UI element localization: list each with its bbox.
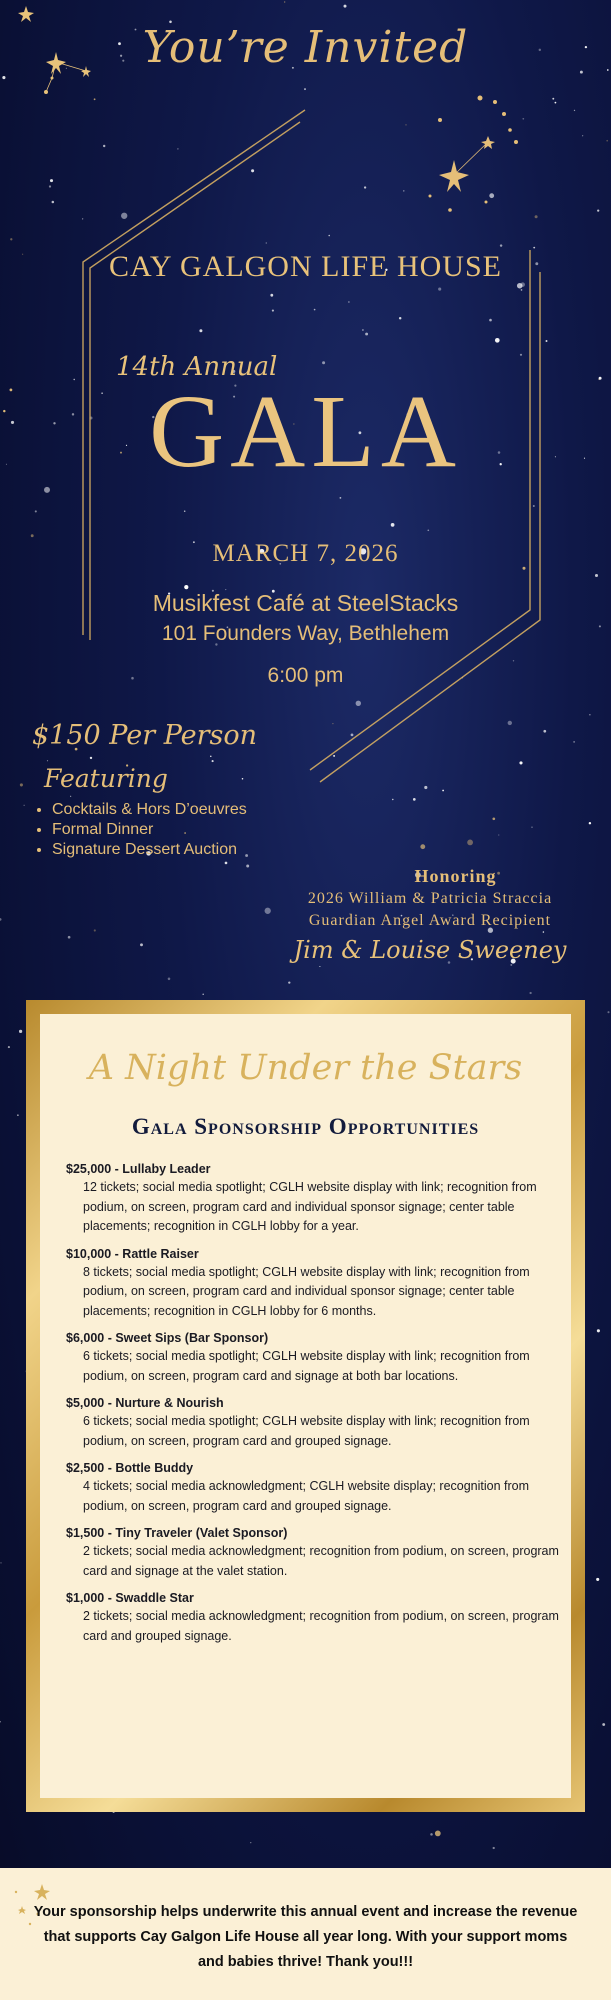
- sponsorship-heading: Gala Sponsorship Opportunities: [131, 1114, 480, 1139]
- card-tagline: A Night Under the Stars: [88, 1048, 523, 1088]
- sponsorship-card-inner: [40, 1014, 571, 1798]
- tier-nurture-nourish: [66, 1394, 566, 1451]
- tier-description: 2 tickets; social media acknowledgment; recognition from podium, on screen, program card and grouped signage.: [83, 1609, 559, 1643]
- event-title: GALA: [149, 374, 462, 489]
- tier-lullaby-leader: [66, 1160, 566, 1237]
- feature-list: [30, 800, 247, 860]
- tier-title: $6,000 - Sweet Sips (Bar Sponsor): [66, 1331, 269, 1345]
- list-item: • Signature Dessert Auction: [52, 840, 247, 860]
- tier-swaddle-star: [66, 1589, 566, 1646]
- event-date: MARCH 7, 2026: [212, 540, 399, 567]
- footer-message: Your sponsorship helps underwrite this annual event and increase the revenue that supports Cay Galgon Life House all year long. With your support moms and babies thrive! Thank you!!!: [33, 1904, 578, 1970]
- event-venue: Musikfest Café at SteelStacks: [152, 590, 459, 616]
- ticket-price: $150 Per Person: [32, 720, 258, 751]
- sponsorship-tier-list: [66, 1160, 566, 1654]
- list-item: • Formal Dinner: [52, 820, 247, 840]
- tier-description: 12 tickets; social media spotlight; CGLH website display with link; recognition from podium, on screen, program card and individual sponsor signage; center table placements; recognition in CGLH lobby for a year.: [83, 1180, 537, 1233]
- tier-tiny-traveler: [66, 1524, 566, 1581]
- invited-headline: You’re Invited: [142, 22, 469, 73]
- tier-description: 6 tickets; social media spotlight; CGLH website display with link; recognition from podium, on screen, program card and signage at both bar locations.: [83, 1349, 530, 1383]
- award-name: 2026 William & Patricia Straccia: [307, 890, 553, 907]
- event-time: 6:00 pm: [267, 664, 344, 687]
- tier-title: $2,500 - Bottle Buddy: [66, 1461, 194, 1475]
- crescent-moon-icon: [420, 80, 610, 230]
- tier-title: $10,000 - Rattle Raiser: [66, 1246, 199, 1261]
- tier-description: 8 tickets; social media spotlight; CGLH website display with link; recognition from podium, on screen, program card and individual sponsor signage; center table placements; recognition in CGLH lobby for 6 months.: [83, 1264, 530, 1318]
- list-item: • Cocktails & Hors D’oeuvres: [52, 800, 247, 820]
- annual-label: 14th Annual: [116, 352, 278, 382]
- footer-banner: [0, 1868, 611, 2000]
- award-recipient-label: Guardian Angel Award Recipient: [308, 912, 552, 929]
- tier-sweet-sips: [66, 1329, 566, 1386]
- tier-description: 4 tickets; social media acknowledgment; CGLH website display; recognition from podium, on screen, program card and grouped signage.: [83, 1479, 530, 1513]
- tier-bottle-buddy: [66, 1459, 566, 1516]
- tier-title: $25,000 - Lullaby Leader: [66, 1162, 211, 1176]
- tier-description: 6 tickets; social media spotlight; CGLH website display with link; recognition from podium, on screen, program card and grouped signage.: [83, 1414, 530, 1448]
- featuring-label: Featuring: [44, 764, 168, 793]
- tier-title: $5,000 - Nurture & Nourish: [66, 1396, 224, 1410]
- tier-title: $1,500 - Tiny Traveler (Valet Sponsor): [66, 1526, 288, 1540]
- honoring-label: Honoring: [414, 866, 497, 886]
- event-address: 101 Founders Way, Bethlehem: [161, 622, 450, 645]
- tier-description: 2 tickets; social media acknowledgment; recognition from podium, on screen, program card and signage at the valet station.: [83, 1544, 559, 1578]
- tier-title: $1,000 - Swaddle Star: [66, 1591, 194, 1605]
- tier-rattle-raiser: [66, 1245, 566, 1322]
- sponsorship-card: [26, 1000, 585, 1812]
- honorees-names: Jim & Louise Sweeney: [293, 936, 567, 964]
- organization-name: CAY GALGON LIFE HOUSE: [109, 250, 502, 283]
